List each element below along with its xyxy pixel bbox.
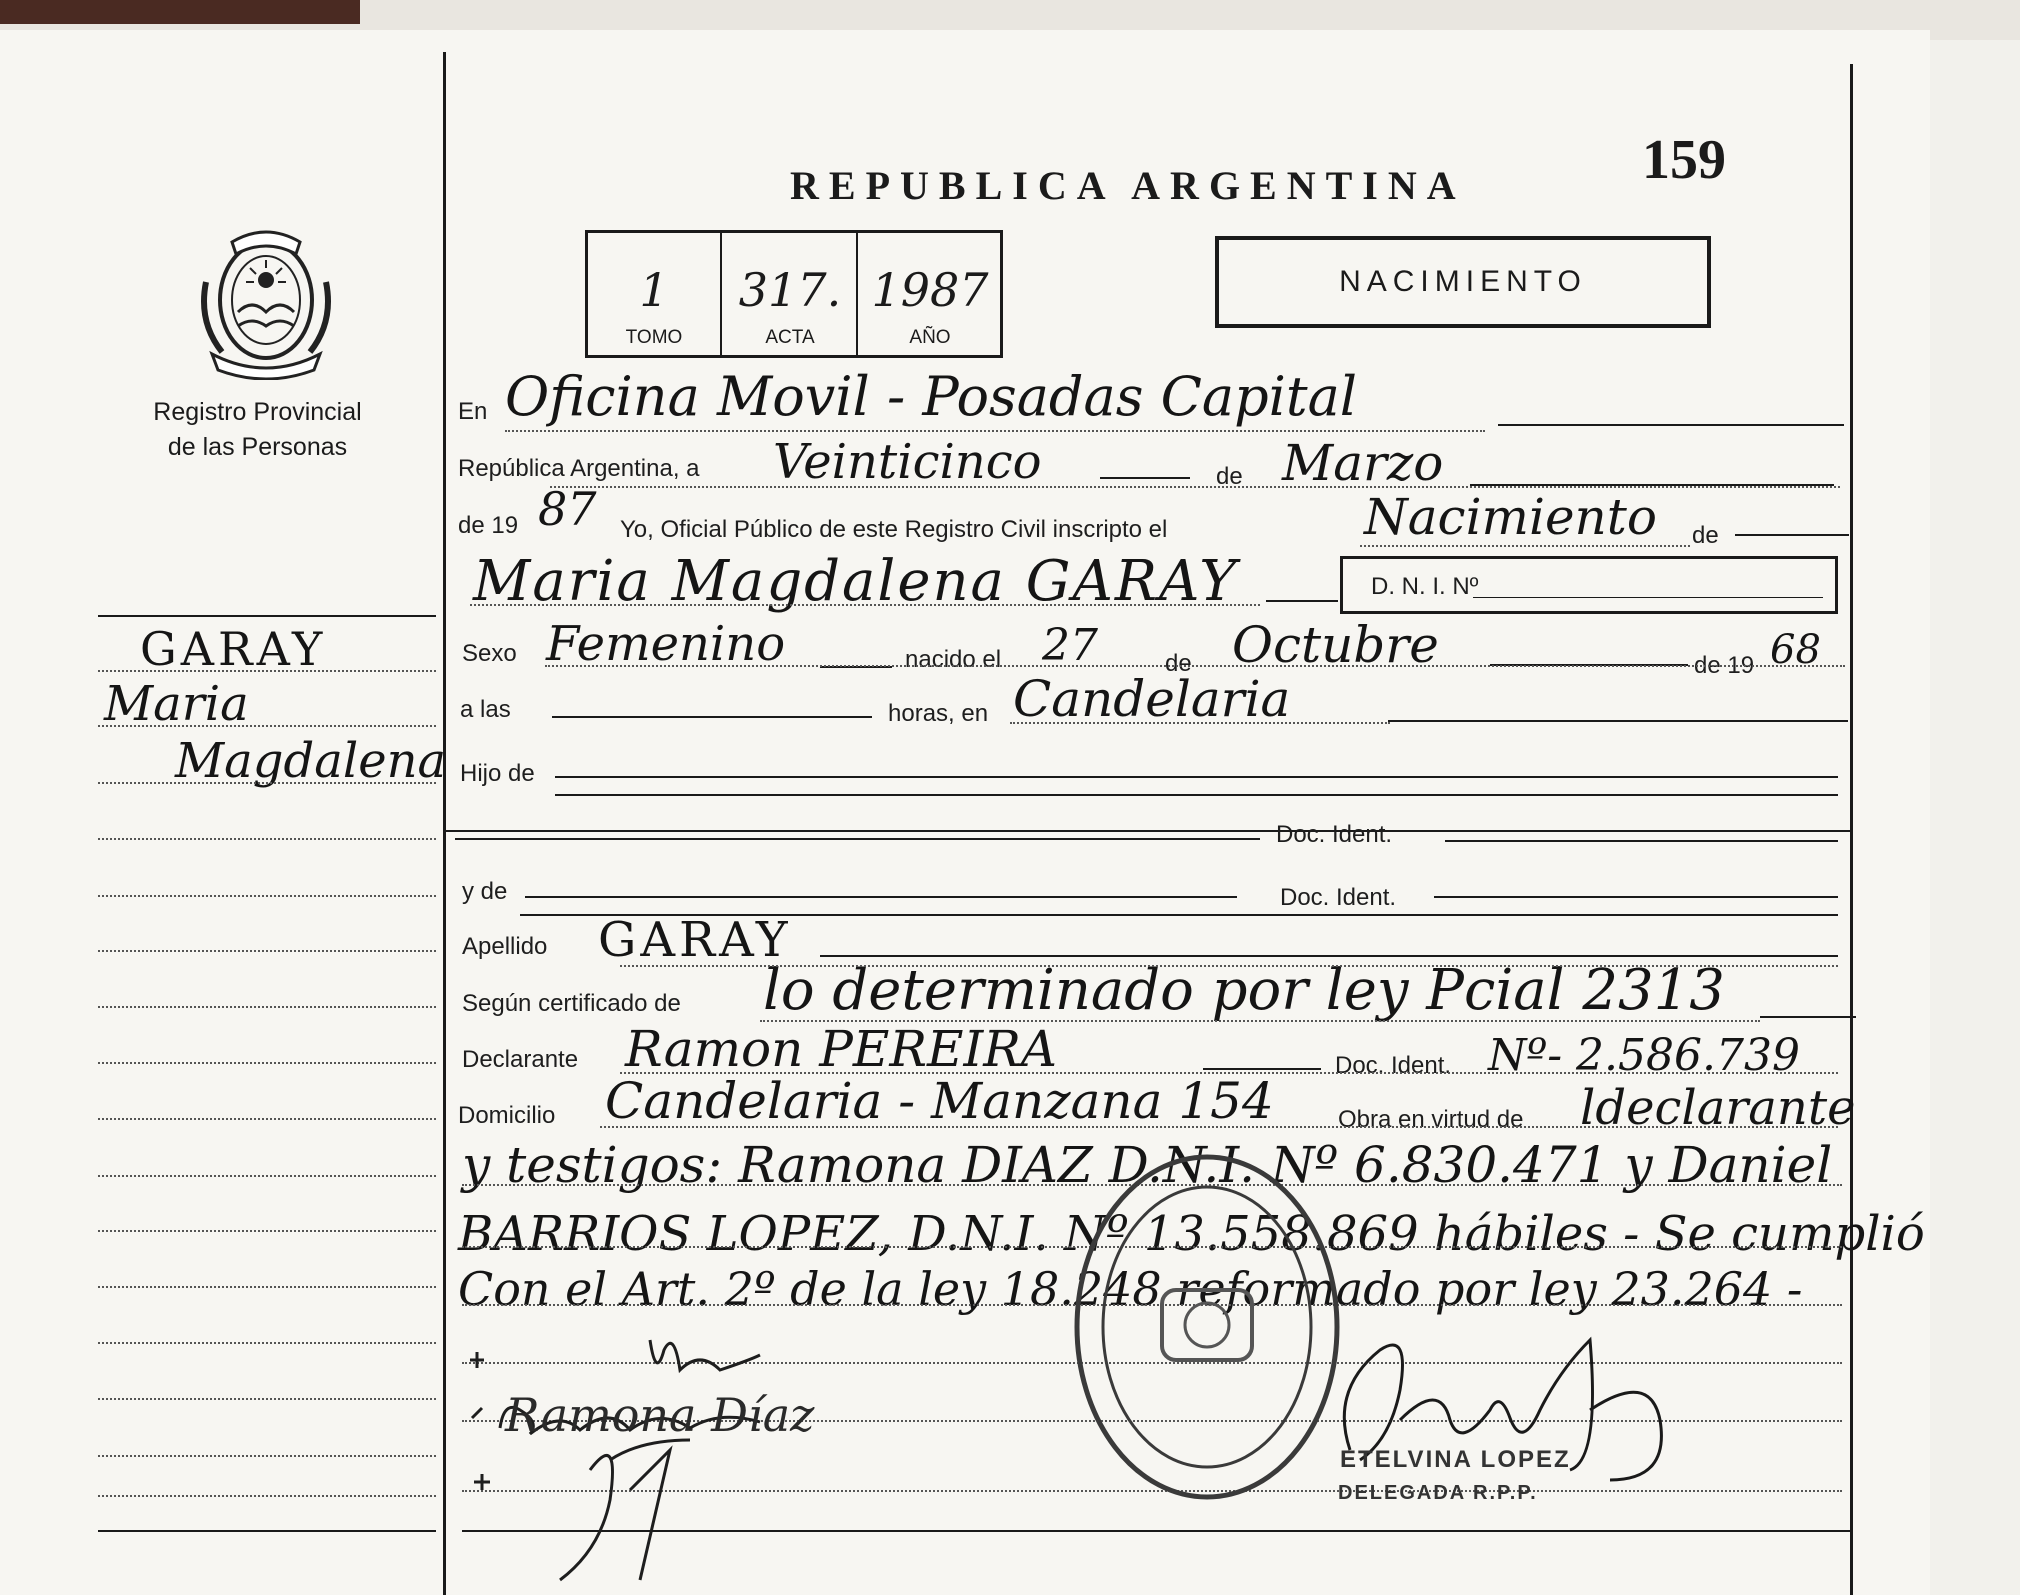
acta-value: 317. [738,263,842,317]
obra-label: Obra en virtud de [1338,1106,1524,1133]
day-words: Veinticinco [773,434,1042,490]
note-line-3: Con el Art. 2º de la ley 18.248 reformado por ley 23.264 - [458,1262,1803,1316]
month: Marzo [1282,434,1444,492]
binder-tab [0,0,360,24]
name-line [1266,600,1338,602]
de19-label: de 19 [458,512,519,539]
en-label: En [458,398,488,425]
republica-label: República Argentina, a [458,455,700,482]
page-edge [1930,40,2020,1595]
domicilio-value: Candelaria - Manzana 154 [605,1072,1274,1130]
segun-line [1760,1016,1856,1018]
left-column-rule [443,52,446,1595]
segun-label: Según certificado de [462,990,681,1017]
person-name: Maria Magdalena GARAY [473,549,1239,614]
mother-line [525,896,1237,898]
doc-ident-label-2: Doc. Ident. [1280,884,1397,911]
margin-second-name: Magdalena [175,733,447,789]
anio-cell [856,233,1002,355]
record-number-box [585,230,1003,358]
official-title: DELEGADA R.P.P. [1338,1482,1538,1504]
hijo-label: Hijo de [460,760,535,787]
birth-day: 27 [1042,620,1098,671]
margin-top-rule [98,615,436,617]
right-border-rule [1850,64,1853,1595]
registry-name-line1: Registro Provincial [153,398,362,426]
hour-line [552,716,872,718]
doc-ident-line-2 [1434,896,1838,898]
tomo-label: TOMO [625,327,683,348]
day-line [1100,477,1190,479]
acta-cell [720,233,858,355]
father-line [455,838,1260,840]
official-name: ETELVINA LOPEZ [1340,1446,1571,1473]
de19-label-2: de 19 [1694,652,1755,679]
horas-label: horas, en [888,700,989,727]
dni-line [1473,597,1823,598]
act-word: Nacimiento [1364,488,1657,546]
y-de-label: y de [462,878,508,905]
tomo-value: 1 [639,263,669,317]
anio-label: AÑO [909,327,951,348]
en-line [1498,424,1844,426]
margin-surname: GARAY [140,622,327,676]
domicilio-label: Domicilio [458,1102,556,1129]
sexo-value: Femenino [546,616,786,672]
en-value: Oficina Movil - Posadas Capital [505,365,1358,428]
note-line-1: y testigos: Ramona DIAZ D.N.I. Nº 6.830.471 y Daniel [462,1136,1833,1194]
tomo-cell [588,233,720,355]
apellido-label: Apellido [462,933,548,960]
registry-name-line2: de las Personas [167,433,348,461]
alas-label: a las [460,696,511,723]
dni-label: D. N. I. Nº [1371,573,1479,600]
sexo-label: Sexo [462,640,517,667]
act-type-box [1215,236,1711,328]
anio-value: 1987 [871,263,989,317]
yo-text: Yo, Oficial Público de este Registro Civil inscripto el [620,516,1168,543]
apellido-line [820,955,1838,957]
de-label: de [1216,463,1243,490]
page-number: 159 [1642,129,1726,191]
hijo-line-1 [555,776,1838,778]
hijo-line-2 [555,794,1838,796]
yo-line [1735,534,1849,536]
declarante-doc-label: Doc. Ident. [1335,1052,1452,1079]
margin-first-name: Maria [104,676,249,732]
apellido-value: GARAY [598,912,792,968]
declarante-doc-value: Nº- 2.586.739 [1488,1030,1800,1081]
birth-month: Octubre [1232,616,1439,674]
place-line [1388,720,1848,722]
obra-value: ldeclarante [1580,1080,1856,1136]
dni-box [1340,556,1838,614]
country-title: REPUBLICA ARGENTINA [790,163,1466,208]
witness-signature: Ramona Díaz [505,1388,815,1442]
year-short: 87 [538,482,597,536]
de-label-3: de [1165,650,1192,677]
margin-bottom-rule [98,1530,436,1532]
declarante-label: Declarante [462,1046,579,1073]
birth-year: 68 [1770,627,1821,673]
declarante-value: Ramon PEREIRA [625,1020,1058,1078]
declarante-line [1203,1068,1321,1070]
declarant-signature [460,1310,930,1590]
doc-ident-line [1445,840,1838,842]
misiones-coat-of-arms-icon [192,222,340,380]
nacido-label: nacido el [905,646,1002,673]
acta-label: ACTA [765,327,815,348]
act-type-label: NACIMIENTO [1339,265,1587,298]
de-label-2: de [1692,522,1719,549]
segun-value: lo determinado por ley Pcial 2313 [763,958,1725,1023]
birth-place: Candelaria [1013,670,1291,728]
section-rule [445,830,1850,832]
doc-ident-label: Doc. Ident. [1276,821,1393,848]
note-line-2: BARRIOS LOPEZ, D.N.I. Nº 13.558.869 hábiles - Se cumplió [458,1206,1925,1262]
